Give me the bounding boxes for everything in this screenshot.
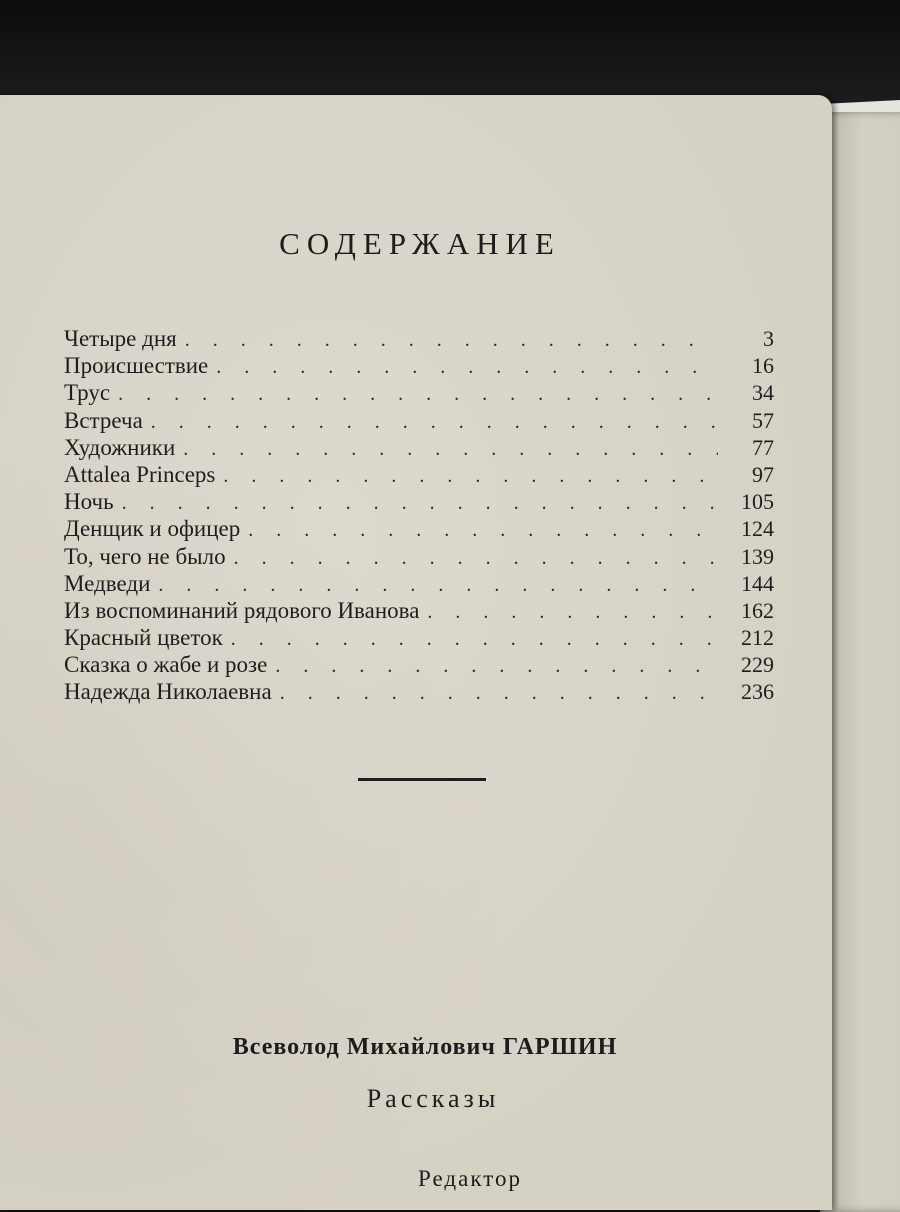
toc-entry-page: 16 [752,353,774,379]
toc-entry [64,353,774,380]
toc-entry-page: 212 [741,625,774,651]
dot-leader [234,547,718,570]
separator-rule [358,778,486,781]
dot-leader [248,519,718,542]
toc-entry-title: Из воспоминаний рядового Иванова [64,597,420,623]
toc-entry [64,326,774,353]
toc-entry-title: Attalea Princeps [64,461,216,487]
toc-entry [64,489,774,516]
toc-entry-title: Надежда Николаевна [64,679,272,705]
dot-leader [158,574,718,597]
toc-entry [64,679,774,706]
dot-leader [151,411,718,434]
author-name: Всеволод Михайлович ГАРШИН [232,1034,618,1060]
toc-entry-title: Трус [64,380,111,406]
toc-entry [64,544,774,571]
book-title: Рассказы [366,1084,500,1113]
toc-entry-page: 144 [741,570,774,596]
toc-entry [64,408,774,435]
dot-leader [275,655,718,678]
toc-entry-title: Четыре дня [64,326,177,351]
toc-entry [64,516,774,543]
toc-entry [64,625,774,652]
toc-entry-title: То, чего не было [64,543,226,569]
toc-entry-page: 124 [741,516,774,542]
toc-entry-title: Художники [64,434,176,460]
toc-entry [64,462,774,489]
dot-leader [280,682,718,705]
toc-entry-title: Медведи [64,570,151,596]
dot-leader [183,438,718,461]
toc-entry-title: Денщик и офицер [64,516,241,542]
dot-leader [185,329,718,352]
background-dark-area [0,0,900,110]
toc-entry-page: 57 [752,407,774,433]
toc-entry-title: Происшествие [64,353,209,379]
editor-label: Редактор [418,1166,522,1191]
toc-entry-title: Ночь [64,489,114,515]
toc-entry-title: Красный цветок [64,625,223,651]
toc-entry-page: 162 [741,597,774,623]
toc-entry-page: 105 [741,489,774,515]
toc-entry-title: Встреча [64,407,143,433]
toc-entry-page: 77 [752,434,774,460]
table-of-contents [64,326,774,707]
contents-heading: СОДЕРЖАНИЕ [279,226,561,261]
toc-entry [64,598,774,625]
toc-entry [64,380,774,407]
toc-entry-title: Сказка о жабе и розе [64,652,268,678]
dot-leader [122,492,718,515]
dot-leader [118,383,718,406]
toc-entry-page: 236 [741,679,774,705]
dot-leader [231,628,718,651]
dot-leader [223,465,718,488]
toc-entry-page: 229 [741,652,774,678]
dot-leader [427,601,718,624]
toc-entry [64,652,774,679]
toc-entry-page: 97 [752,461,774,487]
toc-entry-page: 34 [752,380,774,406]
dot-leader [216,356,718,379]
toc-entry [64,571,774,598]
toc-entry [64,435,774,462]
toc-entry-page: 139 [741,543,774,569]
toc-entry-page: 3 [763,326,774,351]
